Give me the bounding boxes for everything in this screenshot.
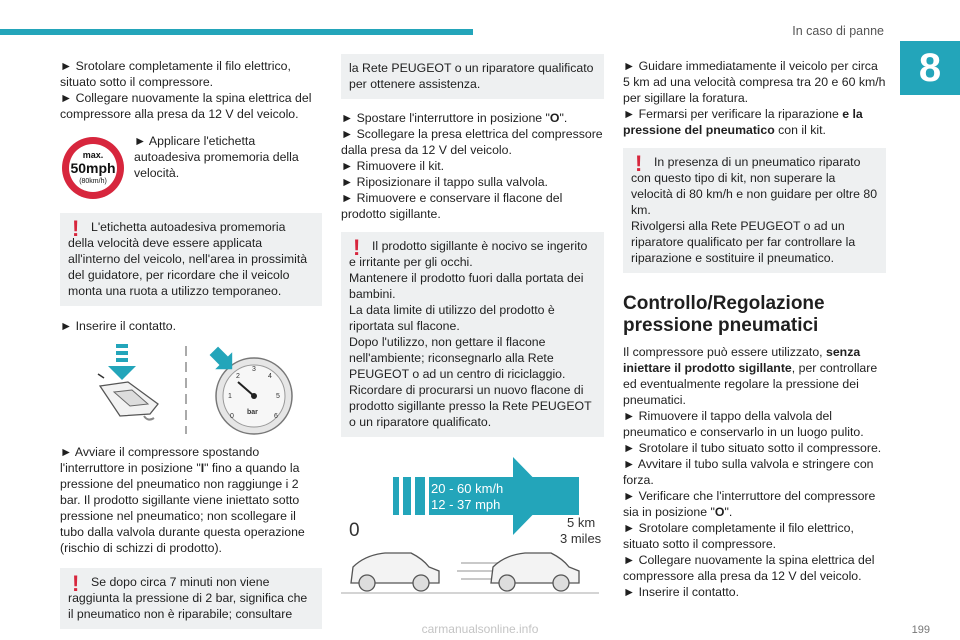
step-check-switch: ► Verificare che l'interruttore del compressore sia in posizione "O". <box>623 489 876 519</box>
warning-box-sealant <box>341 232 604 437</box>
warning-text: Se dopo circa 7 minuti non viene raggiunta la pressione di 2 bar, significa che il pneumatico non è riparabile; consultare <box>68 575 308 621</box>
gauge-tick-0: 0 <box>230 413 234 420</box>
gauge-tick-4: 4 <box>268 373 272 380</box>
step-start-compressor: ► Avviare il compressore spostando l'interruttore in posizione "I" fino a quando la pressione del pneumatico non raggiunge i 2 bar. Il prodotto sigillante viene iniettato sotto pressione nel pneumatico; non scollegare il tubo dalla valvola durante questa operazione (rischio di schizzi di prodotto). <box>60 445 305 555</box>
warning-icon: ! <box>72 216 80 241</box>
drive-distance-icon <box>341 455 604 605</box>
column-2 <box>341 54 604 605</box>
distance-km: 5 km <box>567 515 596 530</box>
gauge-tick-3: 3 <box>252 366 256 373</box>
warning-line: La data limite di utilizzo del prodotto è riportata sul flacone. <box>349 303 555 333</box>
chapter-number: 8 <box>900 41 960 95</box>
gauge-tick-1: 1 <box>228 393 232 400</box>
step-ignition-on: ► Inserire il contatto. <box>623 585 740 599</box>
warning-box-continued <box>341 54 604 99</box>
gauge-unit: bar <box>247 409 258 416</box>
step-disconnect: ► Scollegare la presa elettrica del compressore dalla presa da 12 V del veicolo. <box>341 127 603 157</box>
step-unroll-wire: ► Srotolare completamente il filo elettrico, situato sotto il compressore. <box>623 521 854 551</box>
section-intro: Il compressore può essere utilizzato, senza iniettare il prodotto sigillante, per controllare ed eventualmente regolare la pressione dei pneumatici. <box>623 345 878 407</box>
distance-miles: 3 miles <box>560 531 602 546</box>
section-heading: Controllo/Regolazione pressione pneumatici <box>623 293 825 336</box>
warning-text: In presenza di un pneumatico riparato con questo tipo di kit, non superare la velocità di 80 km/h e non guidare per oltre 80 km. <box>631 155 878 217</box>
warning-line: Rivolgersi alla Rete PEUGEOT o ad un riparatore qualificato per far controllare la riparazione e sostituire il pneumatico. <box>631 219 856 265</box>
warning-icon: ! <box>72 571 80 596</box>
sticker-line-1: max. <box>82 150 104 160</box>
start-distance: 0 <box>349 520 360 541</box>
warning-box-speed-limit <box>623 148 886 273</box>
step-unroll-wire: ► Srotolare completamente il filo elettrico, situato sotto il compressore. <box>60 59 291 89</box>
step-reconnect-plug: ► Collegare nuovamente la spina elettrica del compressore alla presa da 12 V del veicolo. <box>623 553 875 583</box>
step-drive: ► Guidare immediatamente il veicolo per circa 5 km ad una velocità compresa tra 20 e 60 km/h per sigillare la foratura. <box>623 59 886 105</box>
column-3 <box>623 58 886 600</box>
warning-icon: ! <box>353 235 361 260</box>
gauge-tick-2: 2 <box>236 373 240 380</box>
drive-illustration <box>341 455 604 605</box>
warning-line: Dopo l'utilizzo, non gettare il flacone nell'ambiente; riconsegnarlo alla Rete PEUGEOT o ad un centro di riciclaggio. <box>349 335 566 381</box>
warning-text: Il prodotto sigillante è nocivo se ingerito e irritante per gli occhi. <box>349 239 588 269</box>
step-ignition-on: ► Inserire il contatto. <box>60 319 177 333</box>
gauge-tick-5: 5 <box>276 393 280 400</box>
compressor-illustration <box>60 344 322 434</box>
warning-icon: ! <box>635 151 643 176</box>
steps-after-inflate <box>341 110 604 222</box>
step-remove-valve-cap: ► Rimuovere il tappo della valvola del pneumatico e conservarlo in un luogo pulito. <box>623 409 864 439</box>
speed-range-mph: 12 - 37 mph <box>431 497 501 512</box>
compressor-gauge-icon <box>92 344 322 436</box>
speed-sticker-icon <box>60 135 126 201</box>
sticker-line-2: 50mph <box>70 160 116 176</box>
warning-text: L'etichetta autoadesiva promemoria della velocità deve essere applicata all'interno del veicolo, nell'area in prossimità del guidatore, per ricordare che il veicolo monta una ruota a utilizzo temporaneo. <box>68 220 308 298</box>
warning-line: Mantenere il prodotto fuori dalla portata dei bambini. <box>349 271 584 301</box>
sticker-line-3: (80km/h) <box>79 178 107 185</box>
warning-line: Ricordare di procurarsi un nuovo flacone di prodotto sigillante presso la Rete PEUGEOT o un riparatore qualificato. <box>349 383 592 429</box>
step-check-repair: ► Fermarsi per verificare la riparazione e la pressione del pneumatico con il kit. <box>623 107 863 137</box>
warning-text: la Rete PEUGEOT o un riparatore qualificato per ottenere assistenza. <box>349 61 594 91</box>
step-keep-bottle: ► Rimuovere e conservare il flacone del prodotto sigillante. <box>341 191 563 221</box>
gauge-tick-6: 6 <box>274 413 278 420</box>
step-unroll-hose: ► Srotolare il tubo situato sotto il compressore. <box>623 441 882 455</box>
step-reconnect-plug: ► Collegare nuovamente la spina elettrica del compressore alla presa da 12 V del veicolo. <box>60 91 312 121</box>
page-number: 199 <box>911 624 930 636</box>
column-1 <box>60 58 322 629</box>
speed-range-kmh: 20 - 60 km/h <box>431 481 504 496</box>
warning-box-sticker <box>60 213 322 306</box>
step-switch-off: ► Spostare l'interruttore in posizione "O". <box>341 111 568 125</box>
step-apply-sticker: ► Applicare l'etichetta autoadesiva promemoria della velocità. <box>134 134 299 180</box>
step-refit-cap: ► Riposizionare il tappo sulla valvola. <box>341 175 548 189</box>
watermark: carmanualsonline.info <box>421 622 539 636</box>
step-screw-hose: ► Avvitare il tubo sulla valvola e stringere con forza. <box>623 457 874 487</box>
sticker-row <box>60 135 322 203</box>
section-title: In caso di panne <box>792 24 884 38</box>
header-accent-bar <box>0 29 473 35</box>
step-remove-kit: ► Rimuovere il kit. <box>341 159 445 173</box>
